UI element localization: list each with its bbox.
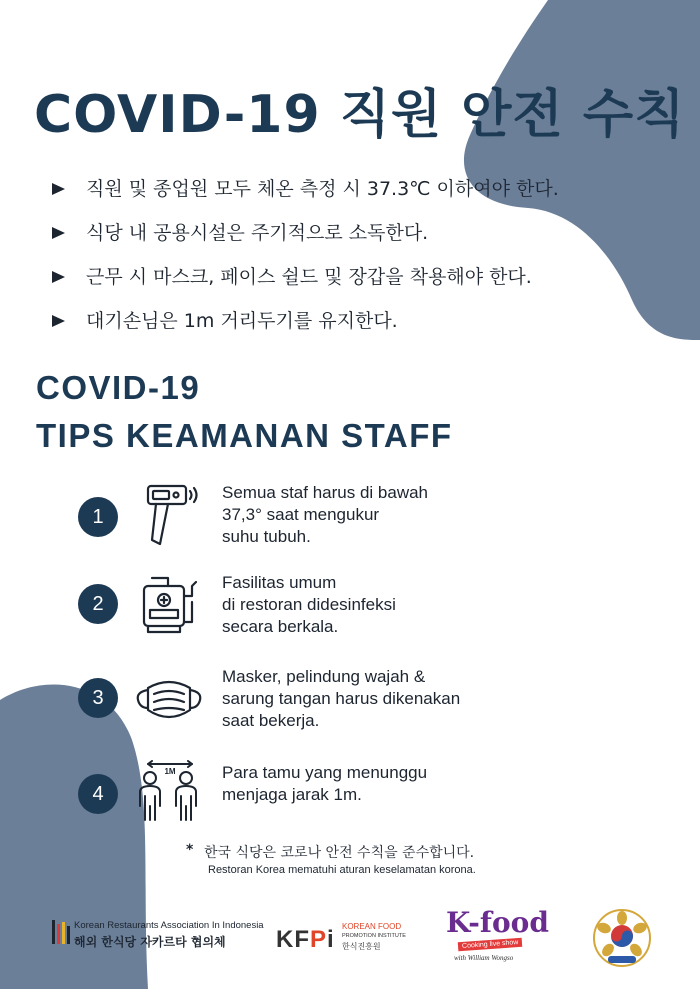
- bullet-arrow-icon: [52, 227, 65, 239]
- thermometer-gun-icon: [134, 482, 204, 552]
- disinfectant-sprayer-icon: [134, 572, 204, 642]
- kfood-logo: K-food Cooking live show with William Wongso: [446, 906, 549, 962]
- korea-emblem-icon: [592, 908, 652, 968]
- tip-text: Semua staf harus di bawah 37,3° saat mengukur suhu tubuh.: [222, 483, 429, 546]
- social-distance-icon: [134, 760, 204, 830]
- svg-text:1M: 1M: [164, 767, 176, 776]
- tip-number-badge: 3: [78, 678, 118, 718]
- list-item: 직원 및 종업원 모두 체온 측정 시 37.3℃ 이하여야 한다.: [52, 172, 559, 216]
- tip-number-badge: 4: [78, 774, 118, 814]
- tip-text: Masker, pelindung wajah & sarung tangan harus dikenakan saat bekerja.: [222, 667, 461, 730]
- list-item: 근무 시 마스크, 페이스 쉴드 및 장갑을 착용해야 한다.: [52, 260, 559, 304]
- footnote-indonesian: Restoran Korea mematuhi aturan keselamatan korona.: [208, 864, 476, 876]
- korean-rules-list: [52, 172, 559, 348]
- tip-item-1: [78, 482, 558, 562]
- tip-number-badge: 1: [78, 497, 118, 537]
- list-item: 식당 내 공용시설은 주기적으로 소독한다.: [52, 216, 559, 260]
- tip-number-badge: 2: [78, 584, 118, 624]
- bullet-arrow-icon: [52, 315, 65, 327]
- page-title-korean: COVID-19 직원 안전 수칙: [34, 85, 686, 145]
- footer-logos: Korean Restaurants Association In Indonesia 해외 한식당 자카르타 협의체 KFPi KOREAN FOOD PROMOTION INSTITUTE 한식진흥원 K-food Cooking live show with William Wongso: [0, 900, 700, 980]
- bullet-arrow-icon: [52, 183, 65, 195]
- footnote-korean: 한국 식당은 코로나 안전 수칙을 준수합니다.: [204, 845, 475, 861]
- bars-icon: [52, 920, 70, 944]
- tip-item-3: [78, 666, 558, 746]
- tip-text: Fasilitas umum di restoran didesinfeksi secara berkala.: [222, 573, 396, 636]
- kfpi-logo: KFPi KOREAN FOOD PROMOTION INSTITUTE 한식진흥원: [276, 922, 406, 953]
- page-title-indonesian: COVID-19 TIPS KEAMANAN STAFF: [36, 369, 453, 454]
- list-item: 대기손님은 1m 거리두기를 유지한다.: [52, 304, 559, 348]
- bullet-arrow-icon: [52, 271, 65, 283]
- tip-text: Para tamu yang menunggu menjaga jarak 1m.: [222, 763, 428, 804]
- tip-item-4: [78, 762, 558, 842]
- tip-item-2: [78, 572, 558, 652]
- face-mask-icon: [134, 666, 204, 736]
